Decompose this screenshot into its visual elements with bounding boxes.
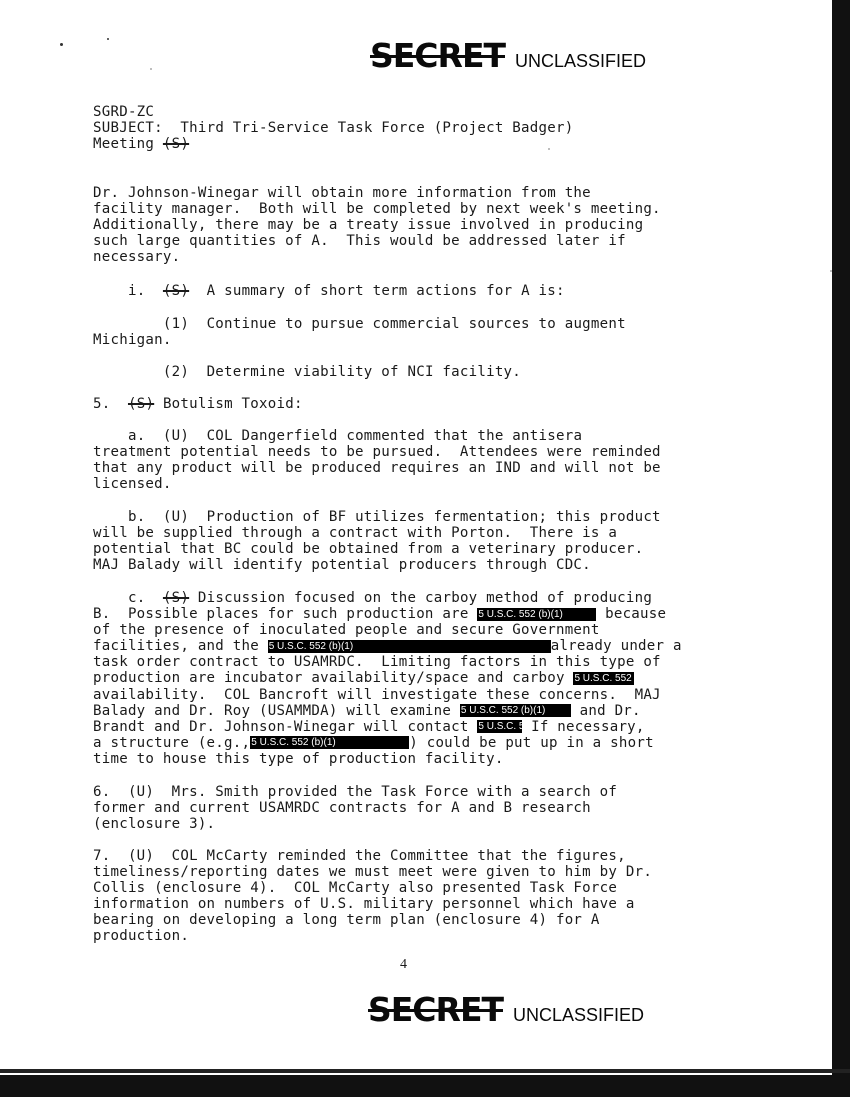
top-classification-marking xyxy=(370,36,646,75)
item-i-mark: (S) xyxy=(162,283,190,299)
item-5c-mark: (S) xyxy=(162,590,190,606)
redaction-box: 5 U.S.C. 55 xyxy=(478,721,531,733)
redaction-box: 5 U.S.C. 552 ( xyxy=(574,672,638,684)
item-5-mark: (S) xyxy=(127,396,155,412)
item-i-2-text: (2) Determine viability of NCI facility. xyxy=(162,364,522,380)
page-number: 4 xyxy=(400,957,407,972)
scan-speck xyxy=(60,43,63,46)
unclassified-marking: UNCLASSIFIED xyxy=(513,1005,645,1025)
item-5a-text: a. (U) COL Dangerfield commented that the antisera treatment potential needs to be pursued. Attendees were reminded that any product will be produced requires an IND and will not be licensed. xyxy=(93,428,661,493)
item-5c-text: already under a task order contract to USAMRDC. Limiting factors in this type of production are incubator availability/space and carboy xyxy=(93,638,682,687)
item-5c-label: c. xyxy=(127,590,146,606)
item-5b-text: b. (U) Production of BF utilizes fermentation; this product will be supplied through a contract with Porton. There is a potential that BC could be obtained from a veterinary producer. MAJ Balady will identify potential producers through CDC. xyxy=(93,509,661,574)
item-5c-text: ) could be put up in a short time to house this type of production facility. xyxy=(93,734,654,767)
item-5-label: 5. xyxy=(93,396,111,412)
scan-speck xyxy=(830,270,832,272)
item-6: 6. (U) Mrs. Smith provided the Task Force with a search of former and current USAMRDC contracts for A and B research (enclosure 3). xyxy=(93,784,618,833)
bottom-classification-marking xyxy=(368,990,644,1029)
redaction-box: 5 U.S.C. 552 (b)(1) xyxy=(268,640,551,653)
subject-line2: Meeting xyxy=(93,136,155,153)
item-5 xyxy=(93,396,733,412)
unclassified-marking: UNCLASSIFIED xyxy=(515,51,647,71)
item-5c-text: If necessary, a structure (e.g., xyxy=(93,718,645,751)
office-symbol: SGRD-ZC xyxy=(93,104,155,120)
item-7: 7. (U) COL McCarty reminded the Committee that the figures, timeliness/reporting dates we must meet were given to him by Dr. Collis (enclosure 4). COL McCarty also presented Task Force information on numbers of U.S. military personnel which have a bearing on developing a long term plan (enclosure 4) for A production. xyxy=(93,848,653,945)
secret-marking: SECRET xyxy=(370,36,505,75)
secret-marking: SECRET xyxy=(368,990,503,1029)
item-i-text: A summary of short term actions for A is: xyxy=(206,283,565,299)
item-5b xyxy=(93,509,733,573)
memo-header xyxy=(93,104,733,152)
redaction-box: 5 U.S.C. 552 (b)(1) xyxy=(477,608,596,621)
item-5a xyxy=(93,428,733,492)
scan-edge-bottom xyxy=(0,1075,850,1097)
item-i-1 xyxy=(93,316,733,348)
item-i-label: i. xyxy=(127,283,146,299)
item-i-2 xyxy=(93,364,733,380)
item-i xyxy=(93,283,733,299)
redaction-box: 5 U.S.C. 552 (b)(1) xyxy=(460,704,571,717)
scan-edge-right xyxy=(832,0,850,1097)
item-5c-text: Discussion focused on the carboy method of producing B. Possible places for such production are xyxy=(93,590,653,623)
item-5c-text: because of the presence of inoculated people and secure Government facilities, and the xyxy=(93,606,667,655)
item-5c-text: availability. COL Bancroft will investigate these concerns. MAJ Balady and Dr. Roy (USAMMDA) will examine xyxy=(93,686,661,719)
item-5-text: Botulism Toxoid: xyxy=(162,396,303,412)
item-i-1-text: (1) Continue to pursue commercial sources to augment Michigan. xyxy=(93,316,626,349)
scan-speck xyxy=(107,38,109,40)
scan-edge-line xyxy=(0,1069,850,1073)
redaction-box: 5 U.S.C. 552 (b)(1) xyxy=(250,736,409,749)
subject-label: SUBJECT: xyxy=(93,120,163,137)
scan-speck xyxy=(150,68,152,70)
classification-mark: (S) xyxy=(162,136,190,153)
item-5c xyxy=(93,590,733,767)
intro-paragraph: Dr. Johnson-Winegar will obtain more information from the facility manager. Both will be completed by next week's meeting. Additionally, there may be a treaty issue involved in producing such large quantities of A. This would be addressed later if necessary. xyxy=(93,185,661,266)
subject-text: Third Tri-Service Task Force (Project Badger) xyxy=(180,120,574,137)
item-5c-text: and Dr. Brandt and Dr. Johnson-Winegar will contact xyxy=(93,702,641,735)
